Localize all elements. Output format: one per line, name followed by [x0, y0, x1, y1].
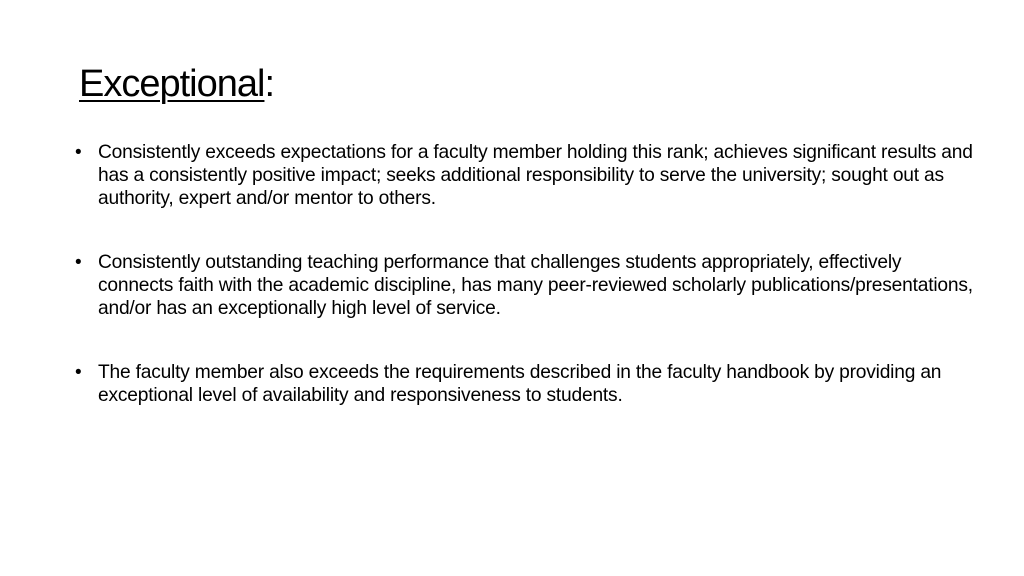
slide-title-colon: : — [264, 63, 275, 105]
bullet-item — [75, 141, 975, 210]
bullet-item — [75, 361, 975, 407]
bullet-dot-icon: • — [75, 142, 82, 163]
bullet-dot-icon: • — [75, 362, 82, 383]
slide-title — [79, 60, 274, 108]
bullet-text: Consistently exceeds expectations for a faculty member holding this rank; achieves significant results and has a consistently positive impact; seeks additional responsibility to serve the university; sought out as authority, expert and/or mentor to others. — [98, 142, 973, 209]
bullet-text: Consistently outstanding teaching performance that challenges students appropriately, effectively connects faith with the academic discipline, has many peer-reviewed scholarly publications/presentations, and/or has an exceptionally high level of service. — [98, 252, 973, 319]
bullet-list — [75, 141, 975, 407]
slide-title-text: Exceptional — [79, 63, 265, 105]
bullet-item — [75, 251, 975, 320]
bullet-dot-icon: • — [75, 252, 82, 273]
bullet-text: The faculty member also exceeds the requirements described in the faculty handbook by providing an exceptional level of availability and responsiveness to students. — [98, 362, 942, 406]
